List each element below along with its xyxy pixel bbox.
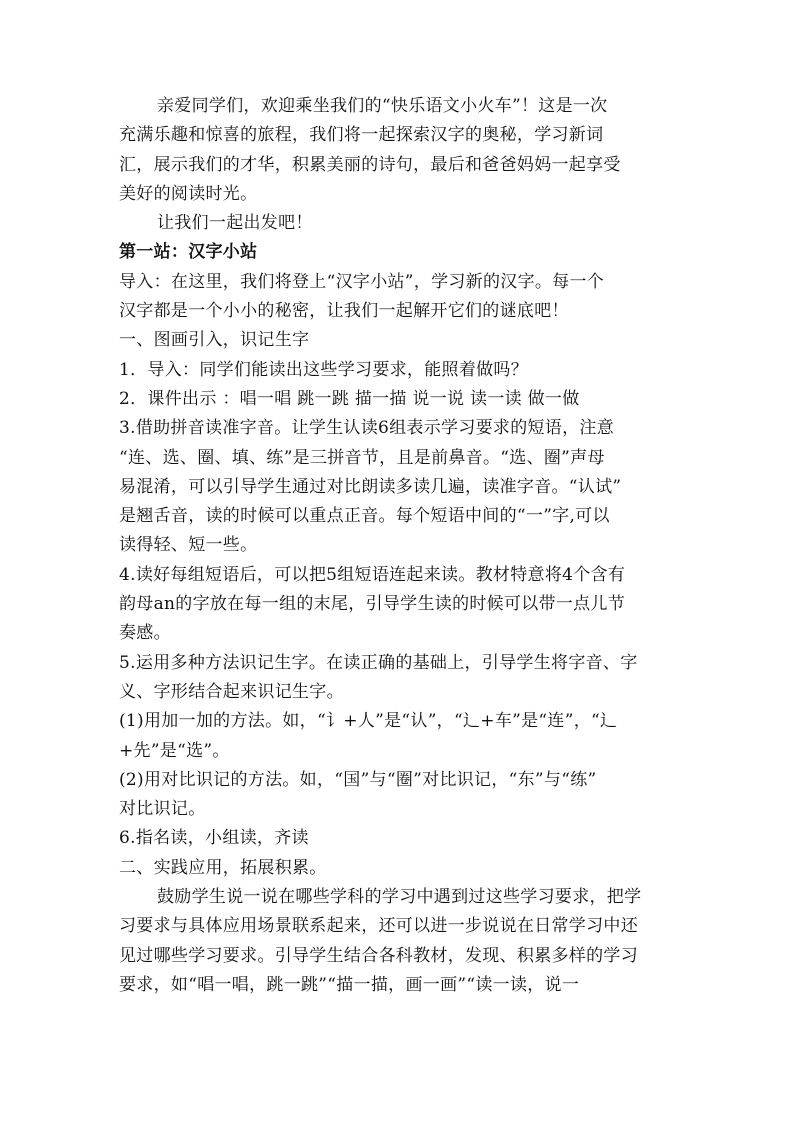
- lead-in-line: 导入：在这里，我们将登上“汉字小站”，学习新的汉字。每一个: [119, 271, 605, 292]
- intro-paragraph-line: 美好的阅读时光。: [119, 183, 258, 204]
- step-line: 3.借助拼音读准字音。让学生认读6组表示学习要求的短语，注意: [119, 418, 615, 439]
- intro-paragraph-line: 汇，展示我们的才华，积累美丽的诗句，最后和爸爸妈妈一起享受: [119, 154, 621, 175]
- step-line: 1．导入：同学们能读出这些学习要求，能照着做吗？: [119, 359, 529, 380]
- document-page: [119, 92, 679, 1000]
- step-line: 是翘舌音，读的时候可以重点正音。每个短语中间的“一”字,可以: [119, 506, 610, 527]
- subsection-heading: 一、图画引入，识记生字: [119, 330, 310, 351]
- intro-closing-line: 让我们一起出发吧！: [157, 213, 313, 234]
- step-line: 韵母an的字放在每一组的末尾，引导学生读的时候可以带一点儿节: [119, 594, 626, 615]
- step-line: 6.指名读，小组读，齐读: [119, 828, 309, 849]
- method-line: (1)用加一加的方法。如，“讠+人”是“认”，“辶+车”是“连”，“辶: [119, 711, 618, 732]
- step-line: 易混淆，可以引导学生通过对比朗读多读几遍，读准字音。“认试”: [119, 476, 622, 497]
- step-line: 5.运用多种方法识记生字。在读正确的基础上，引导学生将字音、字: [119, 652, 638, 673]
- step-line: 读得轻、短一些。: [119, 535, 258, 556]
- step-line: 4.读好每组短语后，可以把5组短语连起来读。教材特意将4个含有: [119, 564, 626, 585]
- method-line: +先”是“选”。: [119, 740, 230, 761]
- intro-paragraph-line: 充满乐趣和惊喜的旅程，我们将一起探索汉字的奥秘，学习新词: [119, 125, 604, 146]
- subsection-heading: 二、实践应用，拓展积累。: [119, 857, 327, 878]
- section-heading: 第一站：汉字小站: [119, 242, 258, 263]
- method-line: (2)用对比识记的方法。如，“国”与“圈”对比识记，“东”与“练”: [119, 769, 597, 790]
- step-line: “连、选、圈、填、练”是三拼音节，且是前鼻音。“选、圈”声母: [119, 447, 605, 468]
- method-line: 对比识记。: [119, 799, 206, 820]
- practice-paragraph-line: 见过哪些学习要求。引导学生结合各科教材，发现、积累多样的学习: [119, 945, 638, 966]
- step-line: 奏感。: [119, 623, 171, 644]
- practice-paragraph-line: 鼓励学生说一说在哪些学科的学习中遇到过这些学习要求，把学: [157, 887, 642, 908]
- practice-paragraph-line: 习要求与具体应用场景联系起来，还可以进一步说说在日常学习中还: [119, 916, 638, 937]
- practice-paragraph-line: 要求，如“唱一唱，跳一跳”“描一描，画一画”“读一读，说一: [119, 974, 580, 995]
- step-line: 义、字形结合起来识记生字。: [119, 681, 344, 702]
- intro-paragraph-line: 亲爱同学们，欢迎乘坐我们的“快乐语文小火车”！这是一次: [157, 96, 608, 116]
- lead-in-line: 汉字都是一个小小的秘密，让我们一起解开它们的谜底吧！: [119, 301, 569, 322]
- step-line: 2．课件出示 ：唱一唱 跳一跳 描一描 说一说 读一读 做一做: [119, 388, 580, 409]
